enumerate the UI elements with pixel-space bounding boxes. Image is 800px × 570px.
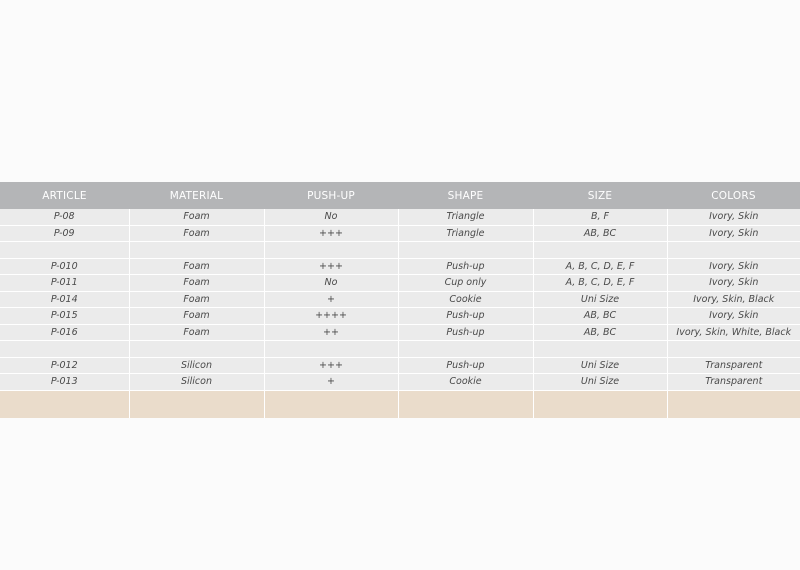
- cell-colors: Ivory, Skin: [667, 209, 800, 225]
- cell-push-up: No: [264, 275, 398, 292]
- cell-size: Uni Size: [533, 374, 667, 391]
- cell-shape: Cookie: [398, 291, 533, 308]
- cell-article: P-09: [0, 225, 129, 242]
- table-header: [0, 182, 800, 209]
- cell-push-up: [264, 341, 398, 358]
- cell-size: [533, 341, 667, 358]
- cell-shape: Push-up: [398, 258, 533, 275]
- table-body: [0, 209, 800, 418]
- cell-article: [0, 341, 129, 358]
- table-row: [0, 324, 800, 341]
- cell-shape: Triangle: [398, 225, 533, 242]
- cell-article: P-013: [0, 374, 129, 391]
- footer-cell: [667, 390, 800, 418]
- table-row: [0, 275, 800, 292]
- cell-push-up: +: [264, 291, 398, 308]
- table-spacer-row: [0, 341, 800, 358]
- cell-article: P-011: [0, 275, 129, 292]
- table-row: [0, 308, 800, 325]
- footer-cell: [264, 390, 398, 418]
- cell-shape: Push-up: [398, 357, 533, 374]
- cell-colors: Ivory, Skin: [667, 225, 800, 242]
- cell-colors: Ivory, Skin: [667, 275, 800, 292]
- cell-material: Foam: [129, 209, 264, 225]
- cell-shape: Push-up: [398, 308, 533, 325]
- cell-material: Silicon: [129, 374, 264, 391]
- table-row: [0, 374, 800, 391]
- cell-material: Foam: [129, 324, 264, 341]
- cell-push-up: +++: [264, 258, 398, 275]
- cell-article: P-016: [0, 324, 129, 341]
- table-row: [0, 209, 800, 225]
- cell-size: AB, BC: [533, 324, 667, 341]
- cell-push-up: No: [264, 209, 398, 225]
- cell-colors: Transparent: [667, 357, 800, 374]
- cell-size: A, B, C, D, E, F: [533, 258, 667, 275]
- cell-article: P-010: [0, 258, 129, 275]
- footer-cell: [129, 390, 264, 418]
- header-row: [0, 182, 800, 209]
- cell-colors: [667, 341, 800, 358]
- cell-colors: Ivory, Skin, Black: [667, 291, 800, 308]
- cell-size: Uni Size: [533, 357, 667, 374]
- cell-colors: Transparent: [667, 374, 800, 391]
- cell-shape: [398, 242, 533, 259]
- cell-colors: Ivory, Skin, White, Black: [667, 324, 800, 341]
- cell-material: [129, 242, 264, 259]
- cell-article: P-015: [0, 308, 129, 325]
- cell-material: Foam: [129, 291, 264, 308]
- cell-material: Foam: [129, 225, 264, 242]
- cell-material: Foam: [129, 308, 264, 325]
- cell-article: P-08: [0, 209, 129, 225]
- cell-colors: Ivory, Skin: [667, 258, 800, 275]
- cell-shape: Push-up: [398, 324, 533, 341]
- cell-material: Foam: [129, 258, 264, 275]
- table-row: [0, 225, 800, 242]
- cell-shape: [398, 341, 533, 358]
- cell-shape: Triangle: [398, 209, 533, 225]
- cell-colors: Ivory, Skin: [667, 308, 800, 325]
- cell-material: Silicon: [129, 357, 264, 374]
- cell-material: [129, 341, 264, 358]
- footer-cell: [533, 390, 667, 418]
- cell-shape: Cookie: [398, 374, 533, 391]
- cell-article: P-012: [0, 357, 129, 374]
- product-table: [0, 182, 800, 418]
- cell-push-up: +: [264, 374, 398, 391]
- table-row: [0, 357, 800, 374]
- cell-size: AB, BC: [533, 225, 667, 242]
- cell-push-up: +++: [264, 225, 398, 242]
- footer-cell: [398, 390, 533, 418]
- cell-size: A, B, C, D, E, F: [533, 275, 667, 292]
- header-shape: SHAPE: [398, 182, 533, 209]
- table-row: [0, 258, 800, 275]
- cell-material: Foam: [129, 275, 264, 292]
- cell-push-up: ++++: [264, 308, 398, 325]
- header-article: ARTICLE: [0, 182, 129, 209]
- cell-colors: [667, 242, 800, 259]
- cell-size: [533, 242, 667, 259]
- cell-article: P-014: [0, 291, 129, 308]
- header-colors: COLORS: [667, 182, 800, 209]
- cell-shape: Cup only: [398, 275, 533, 292]
- cell-article: [0, 242, 129, 259]
- cell-push-up: +++: [264, 357, 398, 374]
- header-size: SIZE: [533, 182, 667, 209]
- cell-push-up: ++: [264, 324, 398, 341]
- cell-size: AB, BC: [533, 308, 667, 325]
- cell-size: B, F: [533, 209, 667, 225]
- footer-cell: [0, 390, 129, 418]
- table-spacer-row: [0, 242, 800, 259]
- cell-push-up: [264, 242, 398, 259]
- header-push-up: PUSH-UP: [264, 182, 398, 209]
- table-footer-band: [0, 390, 800, 418]
- header-material: MATERIAL: [129, 182, 264, 209]
- product-table-container: [0, 182, 800, 418]
- cell-size: Uni Size: [533, 291, 667, 308]
- table-row: [0, 291, 800, 308]
